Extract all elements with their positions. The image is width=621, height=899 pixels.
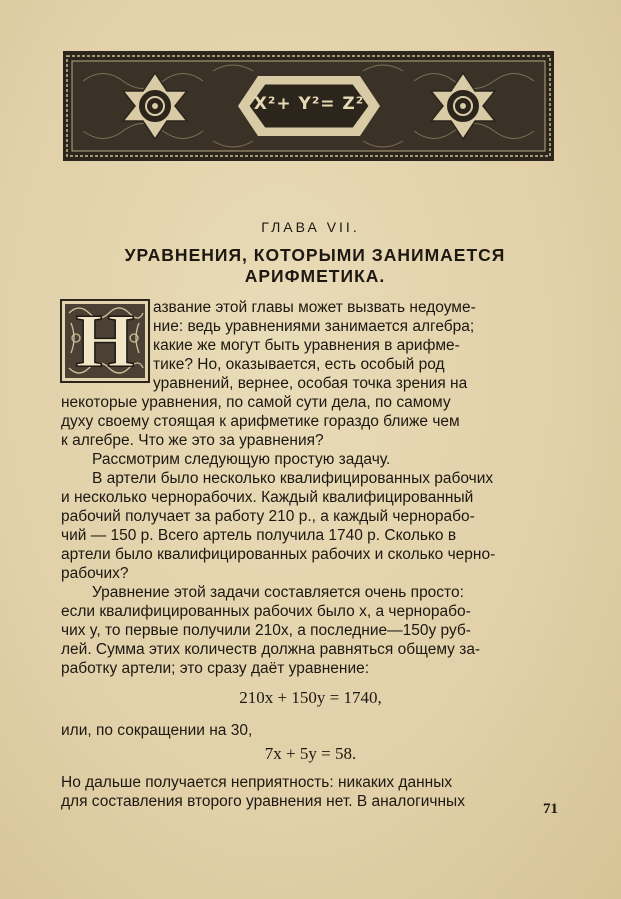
text-line: Но дальше получается неприятность: никаких данных xyxy=(61,774,453,791)
text-line: рабочих? xyxy=(61,565,129,582)
text-line: к алгебре. Что же это за уравнения? xyxy=(61,432,324,449)
text-line: тике? Но, оказывается, есть особый род xyxy=(153,356,445,373)
text-line: уравнений, вернее, особая точка зрения на xyxy=(153,375,468,392)
text-line: работку артели; это сразу даёт уравнение: xyxy=(61,660,370,677)
text-line: лей. Сумма этих количеств должна равняться общему за- xyxy=(61,641,481,658)
text-line: или, по сокращении на 30, xyxy=(61,722,253,739)
ornamental-header-banner xyxy=(63,51,554,161)
text-line: духу своему стоящая к арифметике гораздо ближе чем xyxy=(61,413,460,430)
page-number: 71 xyxy=(543,801,558,817)
equation-emblem: X²+ Y²= Z² xyxy=(253,94,365,114)
text-line: чий — 150 р. Всего артель получила 1740 р. Сколько в xyxy=(61,527,457,544)
text-line: рабочий получает за работу 210 р., а каждый чернорабо- xyxy=(61,508,475,525)
text-line: если квалифицированных рабочих было x, а чернорабо- xyxy=(61,603,471,620)
text-line: Рассмотрим следующую простую задачу. xyxy=(92,451,391,468)
text-line: азвание этой главы может вызвать недоуме- xyxy=(153,299,476,316)
text-line: Уравнение этой задачи составляется очень просто: xyxy=(92,584,464,601)
text-line: ние: ведь уравнениями занимается алгебра; xyxy=(153,318,475,335)
decorative-drop-cap xyxy=(59,298,151,384)
chapter-title-line-2: АРИФМЕТИКА. xyxy=(244,266,386,286)
text-line: В артели было несколько квалифицированных рабочих xyxy=(92,470,494,487)
text-line: какие же могут быть уравнения в арифме- xyxy=(153,337,460,354)
chapter-title-line-1: УРАВНЕНИЯ, КОТОРЫМИ ЗАНИМАЕТСЯ xyxy=(124,245,506,265)
text-line: некоторые уравнения, по самой сути дела, по самому xyxy=(61,394,451,411)
drop-cap-letter: Н xyxy=(75,299,135,383)
equation-2: 7x + 5y = 58. xyxy=(264,744,357,763)
chapter-heading: ГЛАВА VII. xyxy=(261,219,360,235)
chapter-title xyxy=(80,245,550,287)
text-line: и несколько чернорабочих. Каждый квалифицированный xyxy=(61,489,474,506)
text-line: артели было квалифицированных рабочих и сколько черно- xyxy=(61,546,496,563)
equation-1: 210x + 150y = 1740, xyxy=(239,688,382,707)
text-line: чих y, то первые получили 210x, а последние—150y руб- xyxy=(61,622,471,639)
text-line: для составления второго уравнения нет. В аналогичных xyxy=(61,793,465,810)
